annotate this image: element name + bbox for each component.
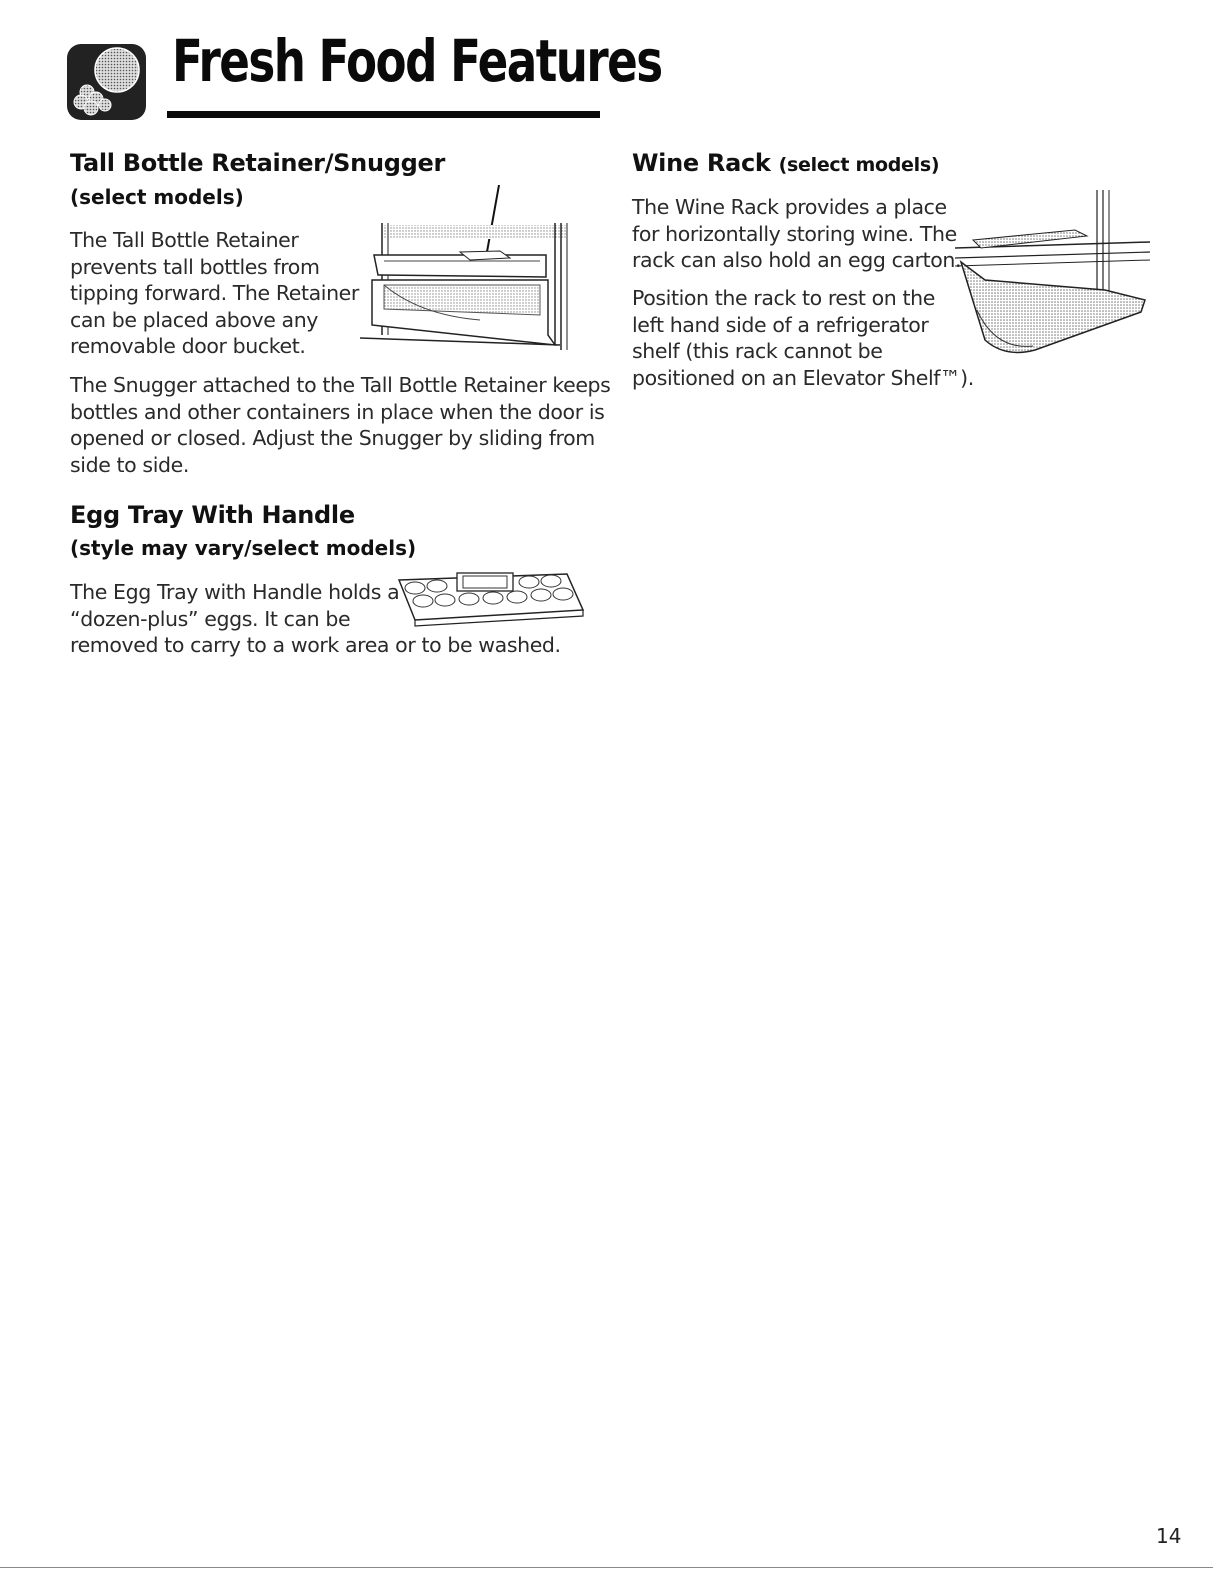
page-title: Fresh Food Features <box>172 27 662 95</box>
snugger-line: opened or closed. Adjust the Snugger by sliding from <box>70 426 595 450</box>
tall-bottle-subheading: (select models) <box>70 185 244 209</box>
wine-rack-intro <box>632 194 961 274</box>
snugger-line: The Snugger attached to the Tall Bottle Retainer keeps <box>70 373 611 397</box>
page-number: 14 <box>1156 1524 1182 1548</box>
tall-bottle-heading: Tall Bottle Retainer/Snugger <box>70 149 446 177</box>
wine-rack-heading-row <box>632 149 939 177</box>
tall-bottle-intro <box>70 227 359 360</box>
tall-bottle-snugger-text <box>70 372 610 478</box>
tall-bottle-intro-line: prevents tall bottles from <box>70 254 320 279</box>
wine-rack-line: The Wine Rack provides a place <box>632 195 947 219</box>
wine-rack-line: positioned on an Elevator Shelf™). <box>632 365 974 390</box>
fruit-icon <box>65 42 148 122</box>
egg-tray-line: “dozen-plus” eggs. It can be <box>70 606 351 631</box>
snugger-line: bottles and other containers in place when the door is <box>70 399 605 424</box>
title-rule <box>167 111 600 118</box>
wine-rack-line: Position the rack to rest on the <box>632 286 935 310</box>
tall-bottle-intro-line: The Tall Bottle Retainer <box>70 228 299 252</box>
tall-bottle-intro-line: can be placed above any <box>70 307 319 332</box>
tall-bottle-retainer-illustration <box>360 185 575 353</box>
wine-rack-line: left hand side of a refrigerator <box>632 312 929 337</box>
wine-rack-heading: Wine Rack <box>632 149 771 177</box>
wine-rack-line: shelf (this rack cannot be <box>632 339 883 363</box>
egg-tray-line: removed to carry to a work area or to be washed. <box>70 633 561 657</box>
egg-tray-line: The Egg Tray with Handle holds a <box>70 580 400 604</box>
egg-tray-heading: Egg Tray With Handle <box>70 501 355 529</box>
egg-tray-subheading: (style may vary/select models) <box>70 536 417 560</box>
wine-rack-line: rack can also hold an egg carton. <box>632 248 962 272</box>
wine-rack-illustration <box>955 190 1150 360</box>
footer-rule <box>0 1567 1213 1568</box>
tall-bottle-intro-line: tipping forward. The Retainer <box>70 281 359 305</box>
wine-rack-subheading: (select models) <box>778 154 940 176</box>
wine-rack-position <box>632 285 974 391</box>
tall-bottle-intro-line: removable door bucket. <box>70 334 306 358</box>
wine-rack-line: for horizontally storing wine. The <box>632 221 957 246</box>
egg-tray-illustration <box>393 570 585 630</box>
snugger-line: side to side. <box>70 452 189 477</box>
